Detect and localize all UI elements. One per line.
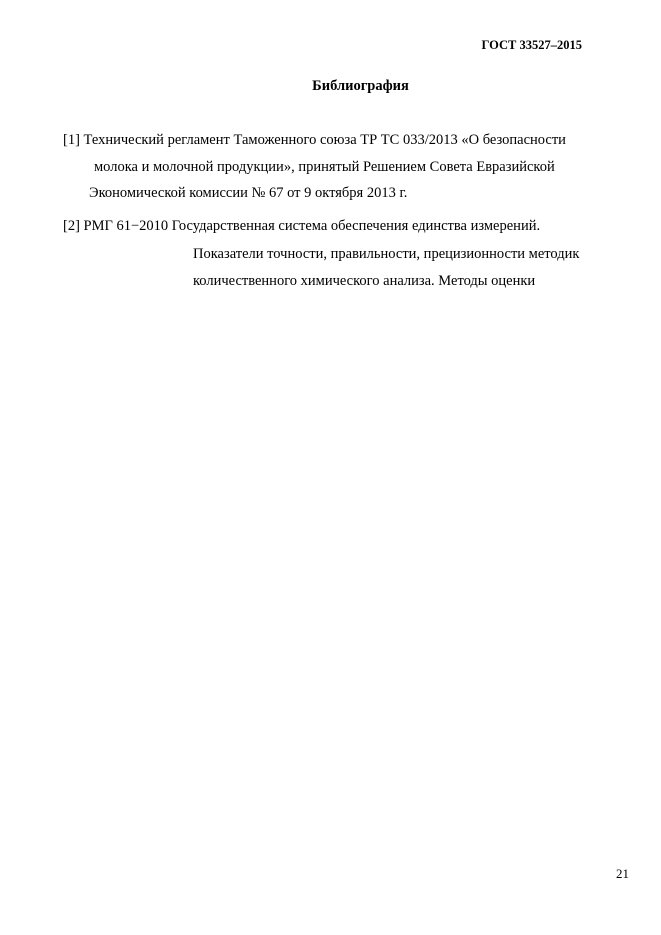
reference-2-line-1: [2] РМГ 61−2010 Государственная система обеспечения единства измерений. [63,218,541,234]
reference-1-line-2: молока и молочной продукции», принятый Решением Совета Евразийской [94,159,555,175]
reference-2-line-2: Показатели точности, правильности, прецизионности методик [193,246,580,262]
reference-1-line-3: Экономической комиссии № 67 от 9 октября 2013 г. [89,185,408,201]
reference-2-line-3: количественного химического анализа. Методы оценки [193,273,536,289]
bibliography-title: Библиография [312,78,409,94]
reference-1-line-1: [1] Технический регламент Таможенного союза ТР ТС 033/2013 «О безопасности [63,132,566,148]
page-number: 21 [616,866,629,881]
document-code-header: ГОСТ 33527–2015 [481,38,582,52]
